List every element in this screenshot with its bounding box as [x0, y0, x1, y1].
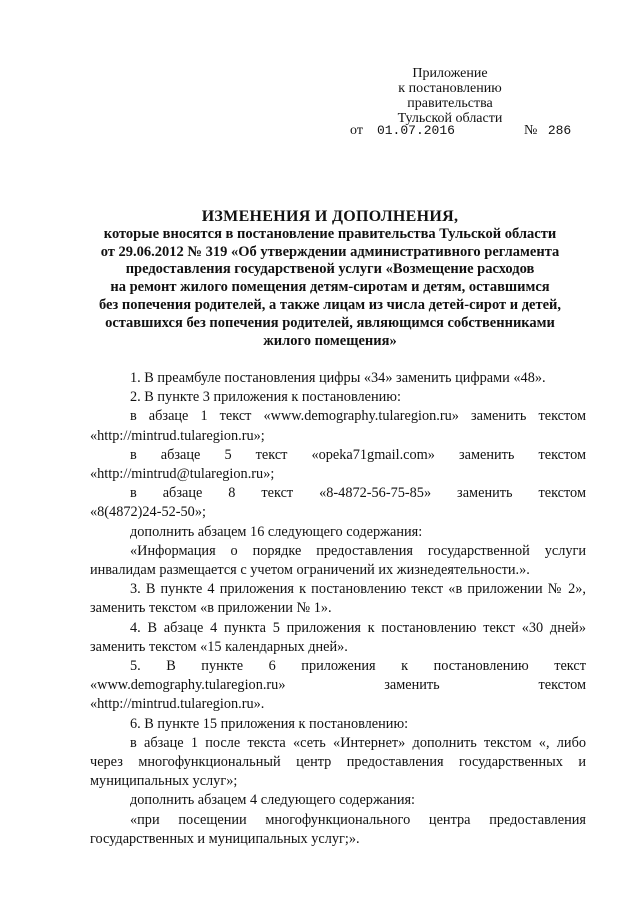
appendix-header [355, 66, 545, 126]
paragraph-line: заменить текстом «15 календарных дней». [90, 638, 348, 655]
paragraph-line: в абзаце 1 текст «www.demography.tularegion.ru» заменить текстом [130, 408, 586, 425]
title-line: предоставления государственой услуги «Возмещение расходов [125, 261, 535, 278]
title-line: на ремонт жилого помещения детям-сиротам и детям, оставшимся [110, 279, 550, 296]
paragraph-line: в абзаце 5 текст «opeka71gmail.com» заменить текстом [130, 446, 586, 463]
paragraph-line: в абзаце 1 после текста «сеть «Интернет» дополнить текстом «, либо [130, 734, 586, 751]
resolution-number: 286 [547, 123, 572, 138]
title-heading: ИЗМЕНЕНИЯ И ДОПОЛНЕНИЯ, [201, 208, 459, 225]
title-line: которые вносятся в постановление правительства Тульской области [103, 225, 557, 242]
appendix-ref-line: к постановлению правительства [398, 81, 502, 111]
title-line: без попечения родителей, а также лицам из числа детей-сирот и детей, [98, 296, 562, 313]
paragraph-line: «http://mintrud.tularegion.ru»; [90, 427, 265, 444]
paragraph-line: «www.demography.tularegion.ru» заменить текстом [90, 677, 586, 694]
paragraph-line: муниципальных услуг»; [90, 773, 238, 790]
date-prefix: от [350, 123, 363, 138]
title-line: оставшихся без попечения родителей, являющимся собственниками [105, 314, 555, 331]
number-prefix: № [523, 123, 538, 138]
paragraph-line: 4. В абзаце 4 пункта 5 приложения к постановлению текст «30 дней» [130, 619, 586, 636]
paragraph: 6. В пункте 15 приложения к постановлению: [130, 715, 409, 732]
paragraph: дополнить абзацем 16 следующего содержания: [130, 523, 423, 540]
paragraph-line: «http://mintrud@tularegion.ru»; [90, 466, 275, 483]
document-body [90, 369, 586, 849]
resolution-date: 01.07.2016 [376, 123, 455, 138]
resolution-date-number [350, 123, 571, 139]
title-line: от 29.06.2012 № 319 «Об утверждении административного регламента [100, 243, 560, 260]
paragraph-line: «при посещении многофункционального центра предоставления [130, 811, 586, 828]
appendix-region-line: Тульской области [397, 111, 503, 126]
paragraph: 2. В пункте 3 приложения к постановлению: [130, 389, 401, 406]
paragraph-line: 3. В пункте 4 приложения к постановлению текст «в приложении № 2», [130, 581, 586, 598]
paragraph-line: 5. В пункте 6 приложения к постановлению текст [130, 658, 586, 675]
paragraph-line: «Информация о порядке предоставления государственной услуги [130, 542, 586, 559]
title-line: жилого помещения» [263, 332, 397, 349]
paragraph-line: государственных и муниципальных услуг;». [90, 830, 360, 847]
paragraph-line: в абзаце 8 текст «8-4872-56-75-85» заменить текстом [130, 485, 586, 502]
paragraph-line: через многофункциональный центр предоставления государственных и [90, 754, 586, 771]
paragraph: 1. В преамбуле постановления цифры «34» заменить цифрами «48». [130, 370, 546, 386]
paragraph-line: «8(4872)24-52-50»; [90, 504, 206, 521]
document-title [70, 208, 590, 350]
paragraph: дополнить абзацем 4 следующего содержания: [130, 792, 416, 809]
paragraph-line: «http://mintrud.tularegion.ru». [90, 696, 265, 713]
paragraph-line: заменить текстом «в приложении № 1». [90, 600, 332, 617]
appendix-label: Приложение [412, 66, 488, 81]
paragraph-line: инвалидам размещается с учетом ограничений их жизнедеятельности.». [90, 562, 530, 579]
